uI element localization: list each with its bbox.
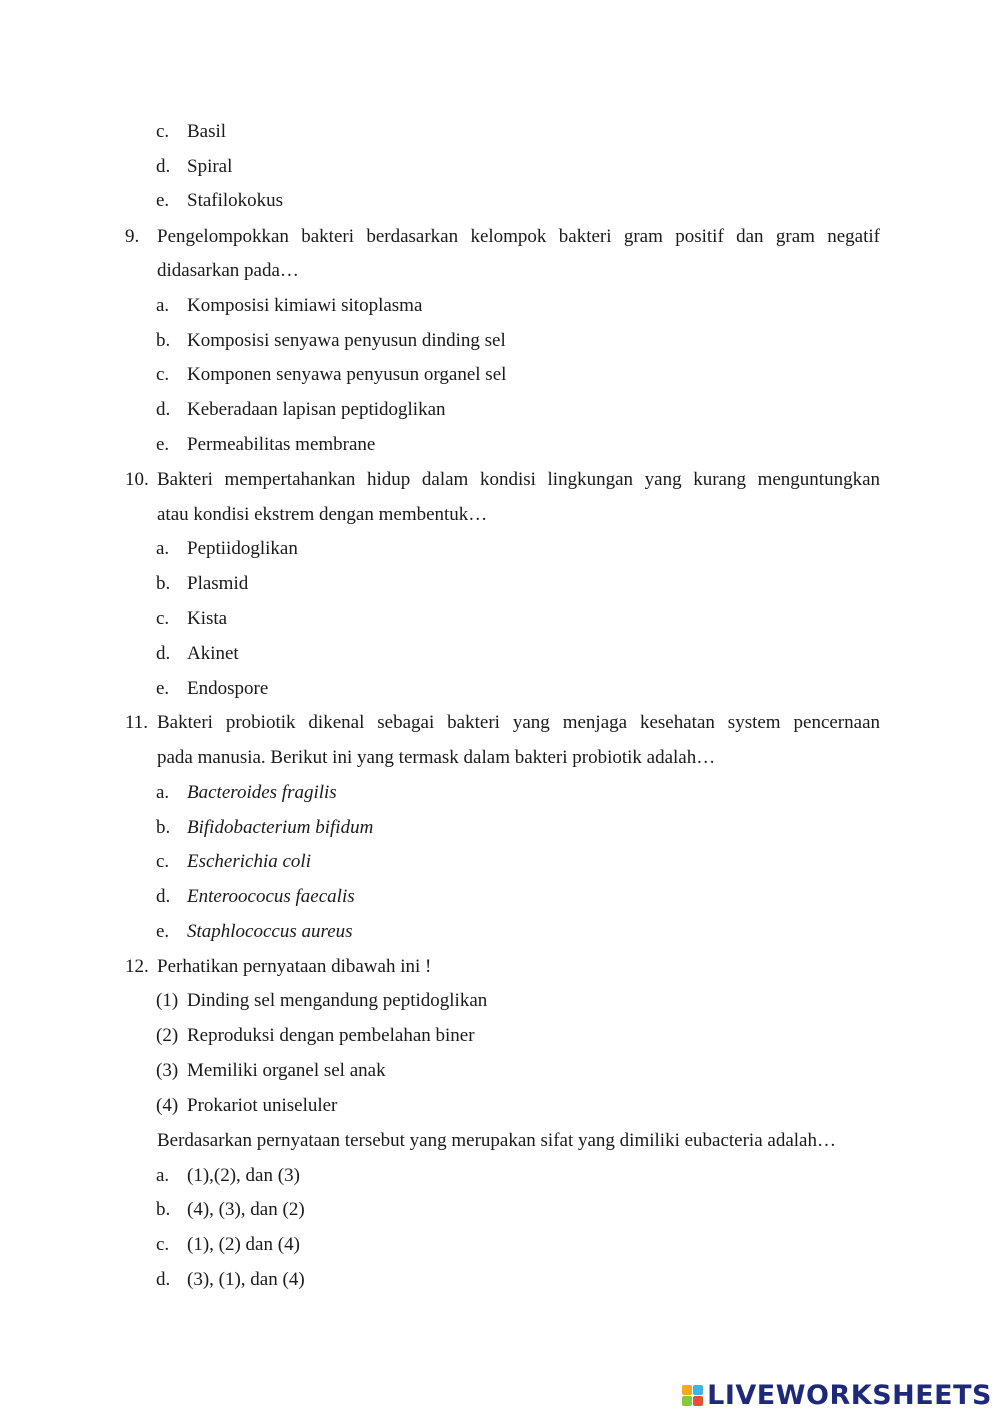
q11-number: 11.	[125, 712, 149, 733]
q10-number: 10.	[125, 469, 149, 490]
q12-number: 12.	[125, 956, 149, 977]
q10-stem-line2: atau kondisi ekstrem dengan membentuk…	[157, 504, 488, 525]
logo-square-2	[693, 1385, 703, 1395]
q9-stem-line2: didasarkan pada…	[157, 260, 299, 281]
logo-square-1	[682, 1385, 692, 1395]
logo-square-4	[693, 1396, 703, 1406]
q12-prompt: Berdasarkan pernyataan tersebut yang merupakan sifat yang dimiliki eubacteria adalah…	[157, 1130, 836, 1151]
q11-stem-line2: pada manusia. Berikut ini yang termask dalam bakteri probiotik adalah…	[157, 747, 716, 768]
q9-number: 9.	[125, 226, 140, 247]
liveworksheets-logo-icon	[682, 1385, 703, 1406]
brand-name: LIVEWORKSHEETS	[707, 1379, 992, 1411]
logo-square-3	[682, 1396, 692, 1406]
liveworksheets-footer	[682, 1381, 992, 1409]
